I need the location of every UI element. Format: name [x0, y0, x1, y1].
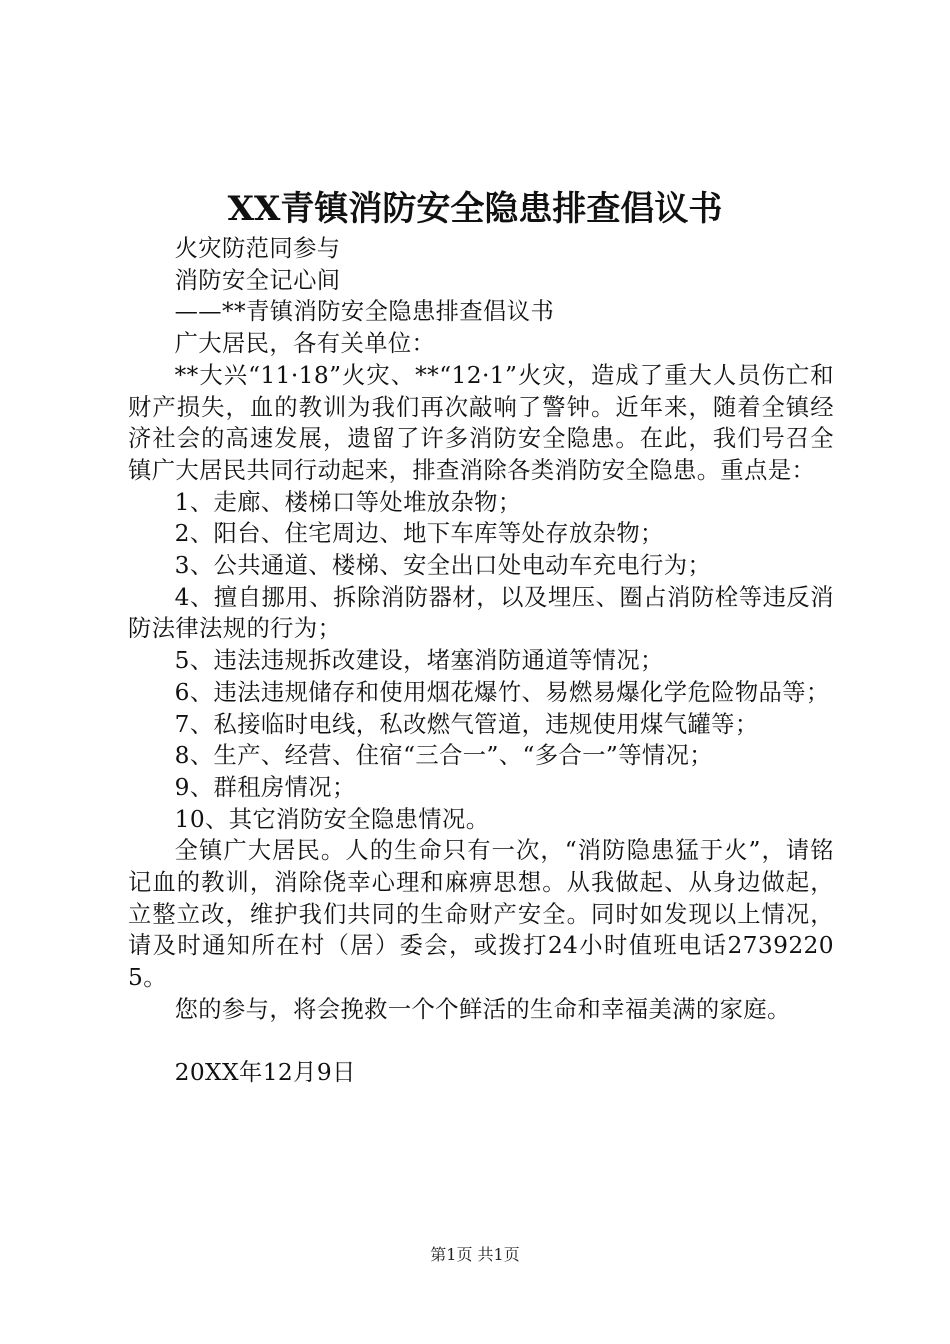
- blank-line: [128, 1026, 834, 1058]
- paragraph-intro: **大兴“11·18”火灾、**“12·1”火灾，造成了重大人员伤亡和财产损失，血的教训为我们再次敲响了警钟。近年来，随着全镇经济社会的高速发展，遗留了许多消防安全隐患。在此，我们号召全镇广大居民共同行动起来，排查消除各类消防安全隐患。重点是：: [128, 361, 834, 484]
- list-item: 10、其它消防安全隐患情况。: [174, 805, 490, 833]
- list-item: 9、群租房情况；: [174, 773, 356, 801]
- paragraph-slogan-2: 消防安全记心间: [174, 266, 341, 294]
- paragraph-subtitle: ——**青镇消防安全隐患排查倡议书: [174, 298, 555, 326]
- page-footer: 第1页 共1页: [430, 1245, 520, 1264]
- paragraph-appeal: 全镇广大居民。人的生命只有一次，“消防隐患猛于火”，请铭记血的教训，消除侥幸心理和麻痹思想。从我做起、从身边做起，立整立改，维护我们共同的生命财产安全。同时如发现以上情况，请及时通知所在村（居）委会，或拨打24小时值班电话27392205。: [128, 837, 834, 992]
- paragraph-closing: 您的参与，将会挽救一个个鲜活的生命和幸福美满的家庭。: [174, 995, 791, 1023]
- list-item: 4、擅自挪用、拆除消防器材，以及埋压、圈占消防栓等违反消防法律法规的行为；: [128, 583, 834, 643]
- list-item: 5、违法违规拆改建设，堵塞消防通道等情况；: [174, 647, 664, 675]
- list-item: 6、违法违规储存和使用烟花爆竹、易燃易爆化学危险物品等；: [174, 678, 830, 706]
- paragraph-slogan-1: 火灾防范同参与: [174, 235, 341, 262]
- document-body: [128, 233, 834, 1089]
- paragraph-date: 20XX年12月9日: [174, 1059, 356, 1087]
- paragraph-salutation: 广大居民，各有关单位：: [174, 330, 436, 358]
- list-item: 1、走廊、楼梯口等处堆放杂物；: [174, 488, 522, 516]
- list-item: 7、私接临时电线，私改燃气管道，违规使用煤气罐等；: [174, 710, 759, 738]
- list-item: 2、阳台、住宅周边、地下车库等处存放杂物；: [174, 520, 664, 548]
- list-item: 3、公共通道、楼梯、安全出口处电动车充电行为；: [174, 552, 712, 580]
- document-title: XX青镇消防安全隐患排查倡议书: [227, 189, 723, 229]
- list-item: 8、生产、经营、住宿“三合一”、“多合一”等情况；: [174, 742, 713, 770]
